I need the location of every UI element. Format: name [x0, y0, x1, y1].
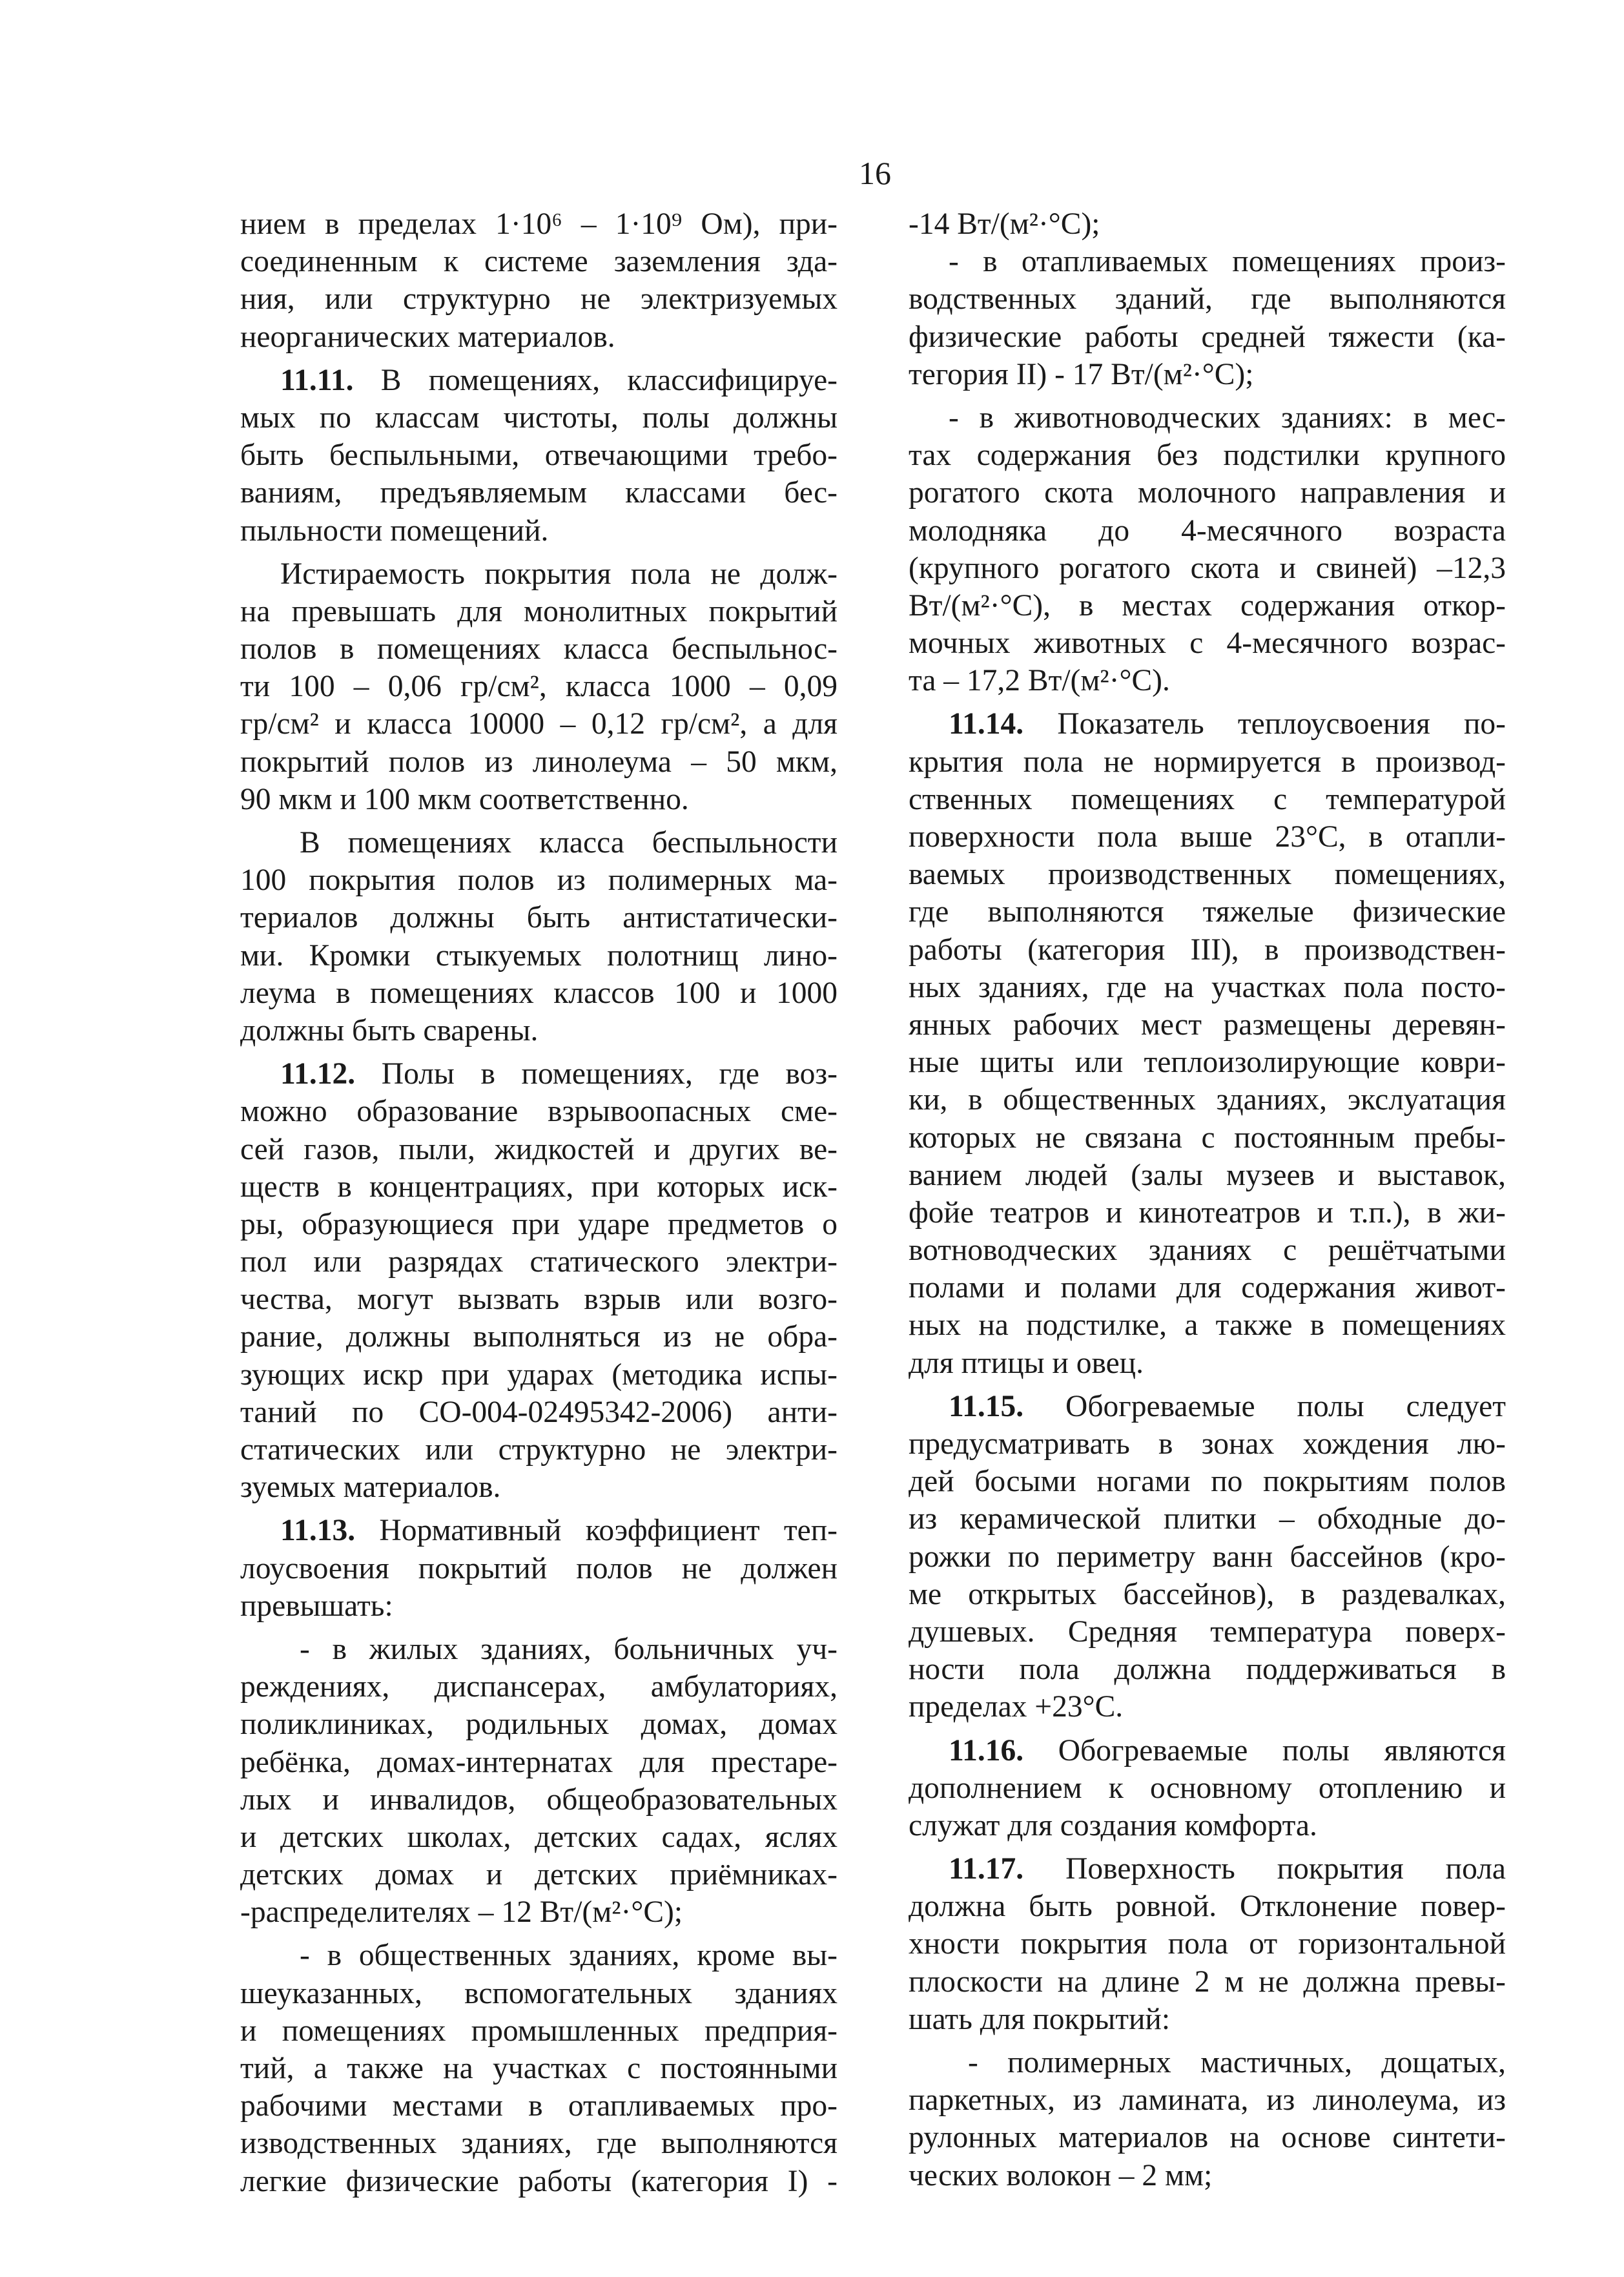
line-text: зующих искр при ударах (методика испы- — [240, 1357, 838, 1392]
right-column — [909, 205, 1506, 2194]
line-text: ваниям, предъявляемым классами бес- — [240, 476, 838, 510]
line-text: предусматривать в зонах хождения лю- — [909, 1427, 1506, 1461]
line-text: ки, в общественных зданиях, экслуатация — [909, 1083, 1506, 1117]
line-text: Обогреваемые полы являются — [1023, 1733, 1506, 1767]
line-text: детских домах и детских приёмниках- — [240, 1858, 838, 1892]
left-text-line — [240, 781, 838, 818]
right-text-line — [909, 437, 1506, 474]
left-text-line — [240, 705, 838, 743]
line-text: покрытий полов из линолеума – 50 мкм, — [240, 745, 838, 779]
line-text: рогатого скота молочного направления и — [909, 476, 1506, 510]
left-column — [240, 205, 838, 2200]
right-text-line — [909, 1888, 1506, 1925]
section-number: 11.17. — [949, 1852, 1024, 1886]
left-text-line — [240, 937, 838, 974]
right-text-line — [909, 318, 1506, 356]
line-text: - полимерных мастичных, дощатых, — [968, 2046, 1506, 2079]
page-number: 16 — [859, 155, 891, 191]
line-text: должна быть ровной. Отклонение повер- — [909, 1890, 1506, 1924]
line-text: ческих волокон – 2 мм; — [909, 2158, 1213, 2192]
right-text-line — [909, 550, 1506, 587]
left-text-line — [240, 1431, 838, 1468]
line-text: ванием людей (залы музеев и выставок, — [909, 1158, 1506, 1192]
line-text: Полы в помещениях, где воз- — [355, 1057, 838, 1091]
line-text: ребёнка, домах-интернатах для престаре- — [240, 1745, 838, 1779]
line-text: душевых. Средняя температура поверх- — [909, 1614, 1506, 1649]
left-text-line — [240, 2125, 838, 2162]
line-text: В помещениях, классифицируе- — [353, 363, 838, 397]
section-number: 11.11. — [280, 363, 354, 397]
line-text: ных зданиях, где на участках пола посто- — [909, 970, 1506, 1004]
line-text: ных на подстилке, а также в помещениях — [909, 1308, 1506, 1343]
line-text: молодняка до 4-месячного возраста — [909, 513, 1506, 548]
left-text-line — [240, 668, 838, 705]
left-text-line — [240, 1356, 838, 1394]
right-text-line — [909, 587, 1506, 624]
left-text-line — [240, 1705, 838, 1743]
line-text: которых не связана с постоянным пребы- — [909, 1120, 1506, 1155]
line-text: териалов должны быть антистатически- — [240, 901, 838, 935]
line-text: ти 100 – 0,06 гр/см², класса 1000 – 0,09 — [240, 670, 838, 704]
right-text-line — [909, 705, 1506, 743]
line-text: Поверхность покрытия пола — [1023, 1852, 1506, 1886]
line-text: Показатель теплоусвоения по- — [1023, 707, 1506, 741]
left-text-line — [240, 861, 838, 899]
right-text-line — [909, 1119, 1506, 1157]
line-text: рание, должны выполняться из не обра- — [240, 1320, 838, 1354]
right-text-line — [909, 1081, 1506, 1118]
line-text: ные щиты или теплоизолирующие коври- — [909, 1046, 1506, 1080]
line-text: ми. Кромки стыкуемых полотнищ лино- — [240, 938, 838, 973]
right-text-line — [909, 1306, 1506, 1344]
right-text-line — [909, 2157, 1506, 2194]
line-text: неорганических материалов. — [240, 320, 615, 354]
line-text: ности пола должна поддерживаться в — [909, 1653, 1506, 1687]
line-text: ваемых производственных помещениях, — [909, 858, 1506, 892]
line-text: для птицы и овец. — [909, 1346, 1144, 1380]
right-text-line — [909, 662, 1506, 699]
right-text-line — [909, 1269, 1506, 1306]
line-text: шеуказанных, вспомогательных зданиях — [240, 1976, 838, 2010]
right-text-line — [909, 931, 1506, 969]
line-text: -14 Вт/(м²·°С); — [909, 207, 1100, 241]
line-text: гр/см² и класса 10000 – 0,12 гр/см², а для — [240, 707, 838, 741]
right-text-line — [909, 2081, 1506, 2119]
right-text-line — [909, 2044, 1506, 2081]
left-text-line — [240, 1668, 838, 1705]
line-text: фойе театров и кинотеатров и т.п.), в жи- — [909, 1195, 1506, 1230]
right-text-line — [909, 1157, 1506, 1194]
line-text: рабочими местами в отапливаемых про- — [240, 2089, 838, 2123]
line-text: Нормативный коэффициент теп- — [355, 1514, 838, 1548]
right-text-line — [909, 1807, 1506, 1844]
left-text-line — [240, 1243, 838, 1281]
right-text-line — [909, 1613, 1506, 1651]
right-text-line — [909, 474, 1506, 511]
right-text-line — [909, 1963, 1506, 2001]
right-text-line — [909, 512, 1506, 550]
line-text: плоскости на длине 2 м не должна превы- — [909, 1964, 1506, 1999]
right-text-line — [909, 2119, 1506, 2156]
right-text-line — [909, 1425, 1506, 1463]
line-text: Истираемость покрытия пола не долж- — [280, 557, 838, 591]
line-text: и помещениях промышленных предприя- — [240, 2014, 838, 2048]
right-text-line — [909, 624, 1506, 662]
right-text-line — [909, 1231, 1506, 1269]
section-number: 11.16. — [949, 1733, 1024, 1767]
line-text: -распределителях – 12 Вт/(м²·°С); — [240, 1895, 683, 1930]
left-text-line — [240, 2163, 838, 2200]
section-number: 11.13. — [280, 1514, 356, 1548]
line-text: 100 покрытия полов из полимерных ма- — [240, 863, 838, 898]
line-text: ме открытых бассейнов), в раздевалках, — [909, 1577, 1506, 1611]
line-text: 90 мкм и 100 мкм соответственно. — [240, 782, 689, 816]
line-text: лых и инвалидов, общеобразовательных — [240, 1782, 838, 1817]
line-text: реждениях, диспансерах, амбулаториях, — [240, 1670, 838, 1704]
left-text-line — [240, 1937, 838, 1974]
line-text: зуемых материалов. — [240, 1470, 501, 1505]
line-text: тегория II) - 17 Вт/(м²·°С); — [909, 357, 1254, 391]
left-text-line — [240, 1318, 838, 1355]
left-text-line — [240, 474, 838, 511]
line-text: - в отапливаемых помещениях произ- — [949, 245, 1506, 279]
left-text-line — [240, 743, 838, 781]
left-text-line — [240, 2012, 838, 2050]
left-text-line — [240, 1744, 838, 1781]
line-text: пределах +23°С. — [909, 1690, 1124, 1724]
line-text: на превышать для монолитных покрытий — [240, 594, 838, 628]
line-text: из керамической плитки – обходные до- — [909, 1502, 1506, 1536]
left-text-line — [240, 1093, 838, 1130]
line-text: нием в пределах 1·10⁶ – 1·10⁹ Ом), при- — [240, 207, 838, 241]
left-text-line — [240, 2087, 838, 2125]
line-text: вотноводческих зданиях с решётчатыми — [909, 1233, 1506, 1268]
left-text-line — [240, 2050, 838, 2087]
right-text-line — [909, 1006, 1506, 1044]
right-text-line — [909, 1688, 1506, 1726]
right-text-line — [909, 1388, 1506, 1425]
line-text: рулонных материалов на основе синтети- — [909, 2121, 1506, 2155]
line-text: ществ в концентрациях, при которых иск- — [240, 1169, 838, 1204]
right-text-line — [909, 856, 1506, 893]
left-text-line — [240, 512, 838, 550]
line-text: ственных помещениях с температурой — [909, 782, 1506, 816]
line-text: водственных зданий, где выполняются — [909, 282, 1506, 316]
line-text: В помещениях класса беспыльности — [300, 826, 838, 860]
right-text-line — [909, 1576, 1506, 1613]
right-text-line — [909, 243, 1506, 280]
left-text-line — [240, 243, 838, 280]
section-number: 11.15. — [949, 1389, 1024, 1423]
line-text: шать для покрытий: — [909, 2002, 1171, 2036]
left-text-line — [240, 1012, 838, 1049]
right-text-line — [909, 1194, 1506, 1231]
line-text: рожки по периметру ванн бассейнов (кро- — [909, 1540, 1506, 1574]
line-text: ния, или структурно не электризуемых — [240, 282, 838, 316]
right-text-line — [909, 743, 1506, 781]
left-text-line — [240, 899, 838, 936]
left-text-line — [240, 1206, 838, 1243]
left-text-line — [240, 593, 838, 630]
right-text-line — [909, 781, 1506, 818]
line-text: тий, а также на участках с постоянными — [240, 2052, 838, 2085]
line-text: чества, могут вызвать взрыв или возго- — [240, 1283, 838, 1317]
line-text: пол или разрядах статического электри- — [240, 1245, 838, 1279]
left-text-line — [240, 555, 838, 593]
section-number: 11.14. — [949, 707, 1024, 741]
left-text-line — [240, 280, 838, 318]
left-text-line — [240, 1512, 838, 1549]
left-text-line — [240, 318, 838, 356]
line-text: поверхности пола выше 23°С, в отапли- — [909, 820, 1506, 854]
line-text: служат для создания комфорта. — [909, 1808, 1317, 1842]
left-text-line — [240, 1468, 838, 1506]
right-text-line — [909, 399, 1506, 437]
right-text-line — [909, 1538, 1506, 1576]
left-text-line — [240, 630, 838, 668]
right-text-line — [909, 1850, 1506, 1888]
left-text-line — [240, 1168, 838, 1206]
line-text: должны быть сварены. — [240, 1013, 539, 1047]
line-text: (крупного рогатого скота и свиней) –12,3 — [909, 551, 1506, 585]
right-text-line — [909, 1500, 1506, 1538]
line-text: - в жилых зданиях, больничных уч- — [300, 1632, 838, 1666]
left-text-line — [240, 1893, 838, 1931]
line-text: ры, образующиеся при ударе предметов о — [240, 1207, 838, 1241]
line-text: где выполняются тяжелые физические — [909, 895, 1506, 929]
line-text: мочных животных с 4-месячного возрас- — [909, 626, 1506, 661]
left-text-line — [240, 1975, 838, 2012]
line-text: дей босыми ногами по покрытиям полов — [909, 1465, 1506, 1499]
line-text: мых по классам чистоты, полы должны — [240, 400, 838, 435]
line-text: статических или структурно не электри- — [240, 1433, 838, 1467]
left-text-line — [240, 399, 838, 437]
line-text: полами и полами для содержания живот- — [909, 1271, 1506, 1305]
line-text: изводственных зданиях, где выполняются — [240, 2127, 838, 2161]
section-number: 11.12. — [280, 1057, 356, 1091]
left-text-line — [240, 1055, 838, 1093]
right-text-line — [909, 205, 1506, 243]
line-text: физические работы средней тяжести (ка- — [909, 320, 1506, 354]
line-text: и детских школах, детских садах, яслях — [240, 1820, 838, 1854]
line-text: Обогреваемые полы следует — [1023, 1389, 1506, 1423]
line-text: дополнением к основному отоплению и — [909, 1771, 1506, 1805]
line-text: пыльности помещений. — [240, 513, 549, 548]
line-text: та – 17,2 Вт/(м²·°С). — [909, 664, 1170, 698]
left-text-line — [240, 205, 838, 243]
left-text-line — [240, 1394, 838, 1431]
right-text-line — [909, 893, 1506, 931]
right-text-line — [909, 818, 1506, 856]
line-text: хности покрытия пола от горизонтальной — [909, 1927, 1506, 1961]
line-text: лоусвоения покрытий полов не должен — [240, 1551, 838, 1585]
line-text: крытия пола не нормируется в производ- — [909, 745, 1506, 779]
line-text: можно образование взрывоопасных сме- — [240, 1095, 838, 1129]
right-text-line — [909, 1345, 1506, 1382]
line-text: - в животноводческих зданиях: в мес- — [949, 400, 1506, 435]
right-text-line — [909, 969, 1506, 1006]
left-text-line — [240, 1781, 838, 1819]
line-text: превышать: — [240, 1589, 393, 1623]
line-text: леума в помещениях классов 100 и 1000 — [240, 976, 838, 1010]
right-text-line — [909, 2001, 1506, 2038]
line-text: паркетных, из ламината, из линолеума, из — [909, 2083, 1506, 2117]
line-text: тах содержания без подстилки крупного — [909, 438, 1506, 473]
right-text-line — [909, 280, 1506, 318]
line-text: таний по СО-004-02495342-2006) анти- — [240, 1395, 838, 1429]
right-text-line — [909, 356, 1506, 393]
left-text-line — [240, 1550, 838, 1587]
right-text-line — [909, 1044, 1506, 1081]
line-text: полов в помещениях класса беспыльнос- — [240, 632, 838, 666]
right-text-line — [909, 1463, 1506, 1500]
line-text: легкие физические работы (категория I) - — [240, 2164, 838, 2198]
left-text-line — [240, 1131, 838, 1168]
line-text: янных рабочих мест размещены деревян- — [909, 1007, 1506, 1042]
left-text-line — [240, 1587, 838, 1625]
left-text-line — [240, 1819, 838, 1856]
left-text-line — [240, 437, 838, 474]
right-text-line — [909, 1732, 1506, 1769]
line-text: быть беспыльными, отвечающими требо- — [240, 438, 838, 473]
left-text-line — [240, 824, 838, 861]
line-text: сей газов, пыли, жидкостей и других ве- — [240, 1132, 838, 1166]
left-text-line — [240, 1281, 838, 1318]
left-text-line — [240, 1856, 838, 1893]
right-text-line — [909, 1769, 1506, 1807]
left-text-line — [240, 362, 838, 399]
line-text: поликлиниках, родильных домах, домах — [240, 1707, 838, 1742]
left-text-line — [240, 974, 838, 1012]
line-text: - в общественных зданиях, кроме вы- — [300, 1939, 838, 1973]
left-text-line — [240, 1631, 838, 1668]
right-text-line — [909, 1925, 1506, 1963]
right-text-line — [909, 1651, 1506, 1688]
line-text: соединенным к системе заземления зда- — [240, 245, 838, 279]
line-text: Вт/(м²·°С), в местах содержания откор- — [909, 588, 1506, 623]
line-text: работы (категория III), в производствен- — [909, 932, 1506, 967]
